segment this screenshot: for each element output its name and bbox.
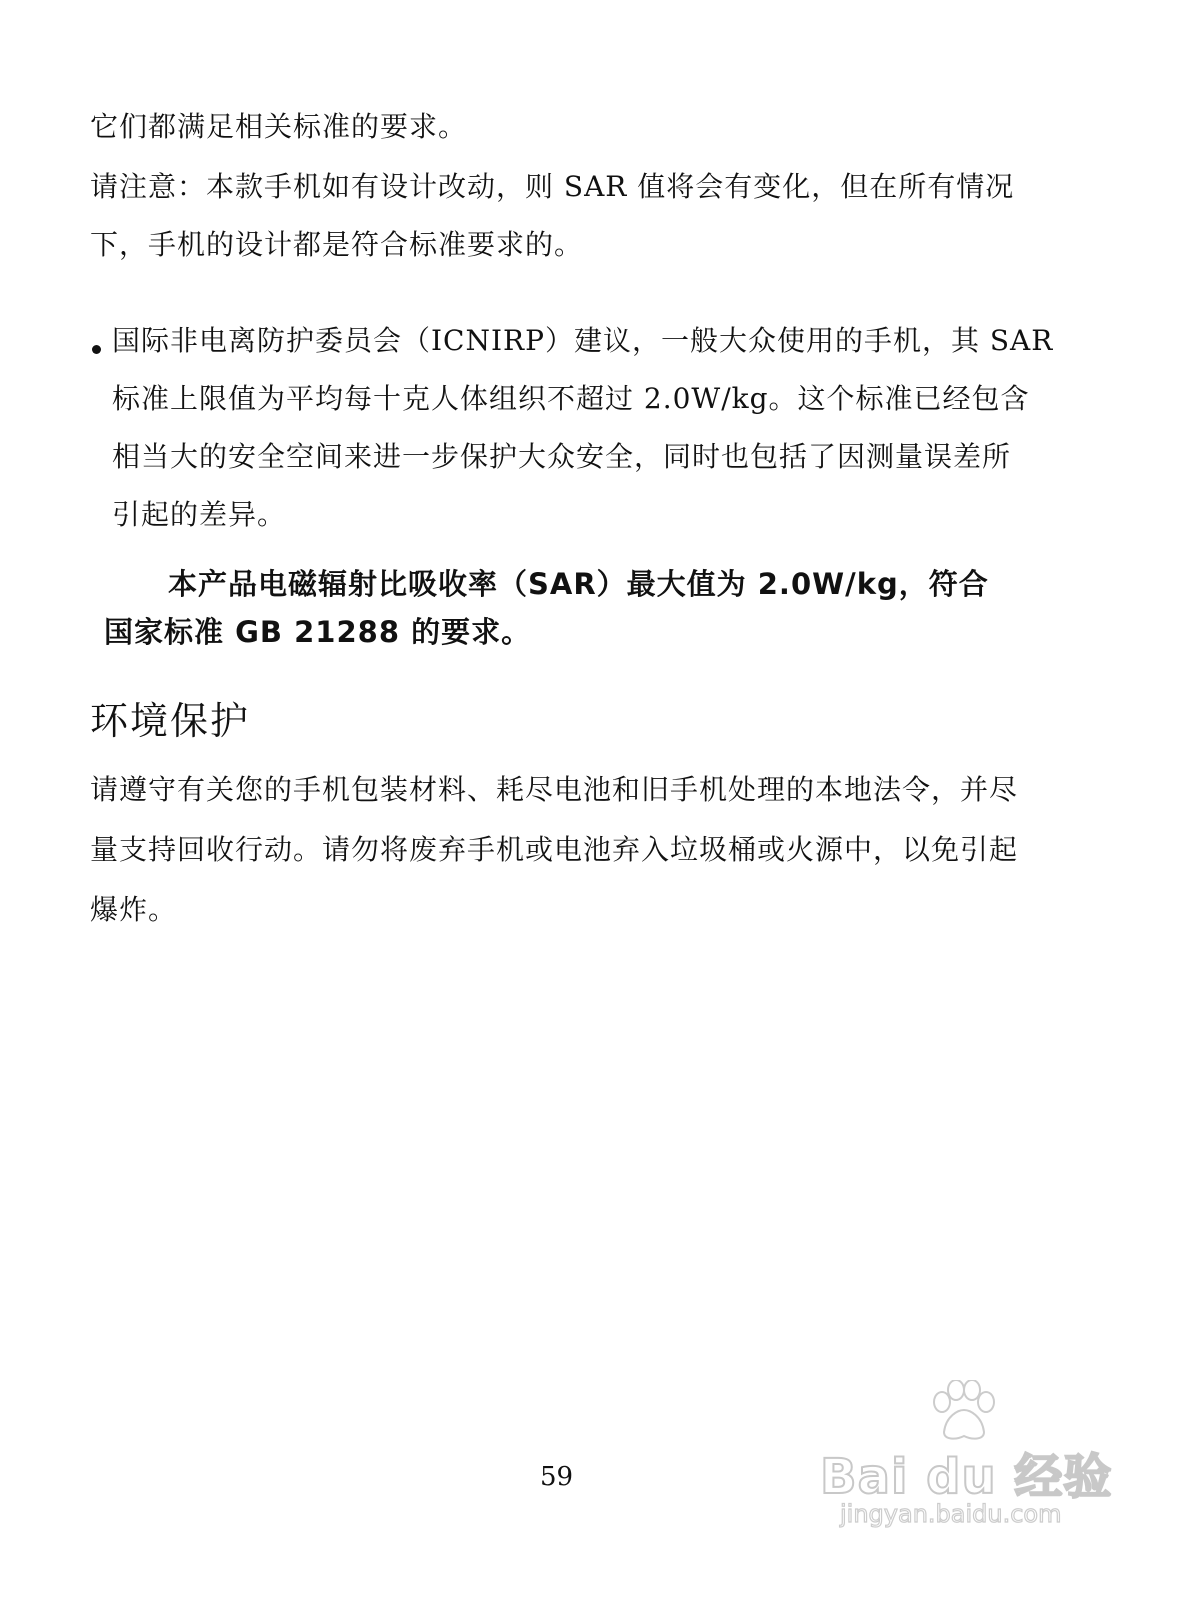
note-line-2: 下，手机的设计都是符合标准要求的。 bbox=[90, 228, 584, 261]
note-line-1: 请注意：本款手机如有设计改动，则 SAR 值将会有变化，但在所有情况 bbox=[90, 170, 1015, 203]
bullet-dot-icon bbox=[92, 345, 101, 354]
environment-line-1: 请遵守有关您的手机包装材料、耗尽电池和旧手机处理的本地法令，并尽 bbox=[90, 773, 1019, 806]
sar-statement-line-2: 国家标准 GB 21288 的要求。 bbox=[104, 615, 532, 649]
baidu-watermark bbox=[820, 1380, 1120, 1540]
sar-statement-line-1: 本产品电磁辐射比吸收率（SAR）最大值为 2.0W/kg，符合 bbox=[168, 567, 989, 601]
section-heading: 环境保护 bbox=[90, 699, 251, 743]
intro-line: 它们都满足相关标准的要求。 bbox=[90, 110, 468, 143]
page-number: 59 bbox=[540, 1462, 574, 1492]
bullet-line-3: 相当大的安全空间来进一步保护大众安全，同时也包括了因测量误差所 bbox=[112, 440, 1012, 473]
watermark-url: jingyan.baidu.com bbox=[840, 1500, 1062, 1528]
bullet-line-4: 引起的差异。 bbox=[112, 498, 287, 531]
environment-line-3: 爆炸。 bbox=[90, 893, 178, 926]
paw-icon bbox=[928, 1380, 998, 1442]
environment-line-2: 量支持回收行动。请勿将废弃手机或电池弃入垃圾桶或火源中，以免引起 bbox=[90, 833, 1019, 866]
bullet-line-1: 国际非电离防护委员会（ICNIRP）建议，一般大众使用的手机，其 SAR bbox=[112, 324, 1054, 357]
watermark-logo-text: Bai du 经验 bbox=[820, 1449, 1113, 1505]
bullet-line-2: 标准上限值为平均每十克人体组织不超过 2.0W/kg。这个标准已经包含 bbox=[112, 382, 1030, 415]
